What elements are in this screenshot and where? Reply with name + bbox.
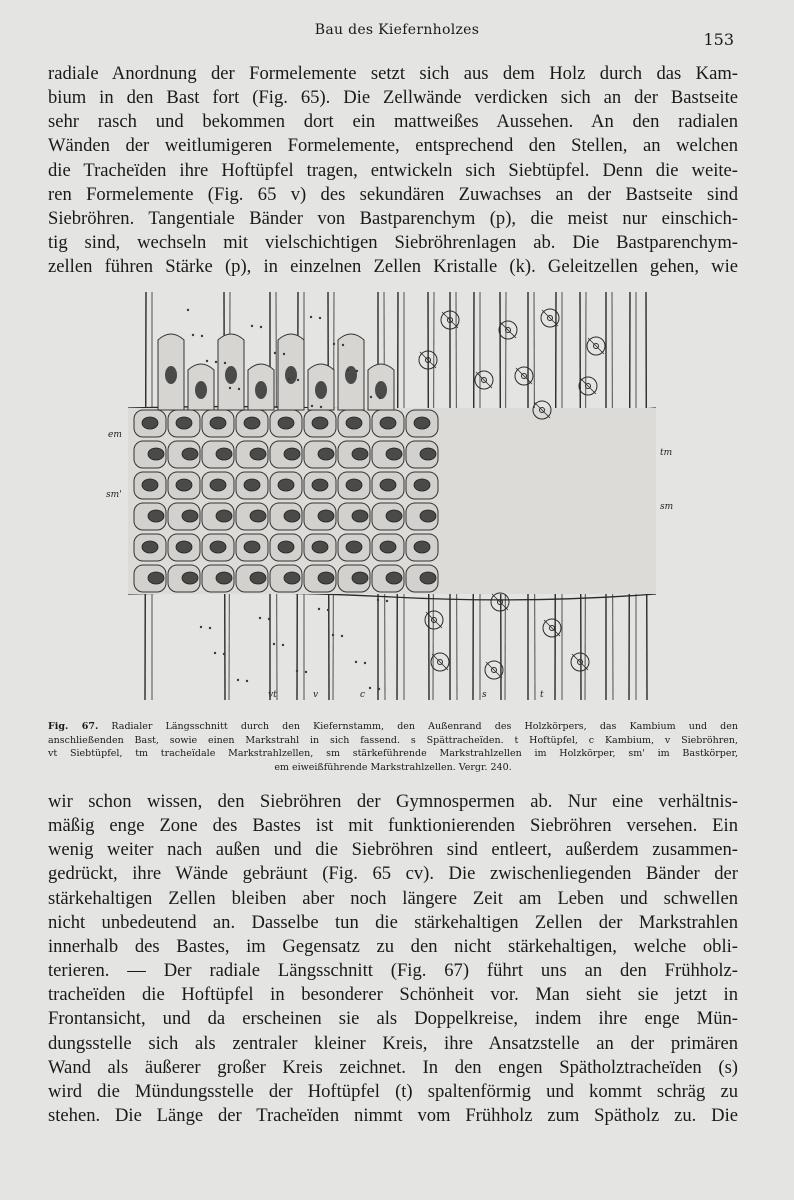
micrograph-drawing <box>128 290 656 702</box>
figure-67-illustration <box>106 290 674 702</box>
text-line: die Tracheïden ihre Hoftüpfel tragen, entwickeln sich Siebtüpfel. Denn die weite- <box>48 159 738 181</box>
text-line: Wänden der weitlumigeren Formelemente, entsprechend den Stellen, an welchen <box>48 135 738 157</box>
text-line: tracheïden die Hoftüpfel in besonderer Schönheit vor. Man sieht sie jetzt in <box>48 984 738 1006</box>
text-line: nicht unbedeutend an. Dasselbe tun die stärkehaltigen Zellen der Markstrahlen <box>48 911 738 933</box>
caption-line <box>48 720 738 734</box>
caption-line: anschließenden Bast, sowie einen Markstrahl in sich fassend. s Spättracheïden. t Hoftüpfel, c Kambium, v Siebröhren, <box>48 734 738 746</box>
running-header: Bau des Kiefernholzes <box>314 22 480 38</box>
text-line: terieren. — Der radiale Längsschnitt (Fig. 67) führt uns an den Frühholz- <box>48 960 738 982</box>
label-vt: vt <box>268 690 277 700</box>
text-line: tig sind, wechseln mit vielschichtigen Siebröhrenlagen ab. Die Bastparenchym- <box>48 232 738 254</box>
label-sm-prime: sm' <box>106 490 122 500</box>
label-em: em <box>108 430 122 440</box>
text-line: ren Formelemente (Fig. 65 v) des sekundären Zuwachses an der Bastseite sind <box>48 183 738 205</box>
text-line: Wand als äußerer großer Kreis zeichnet. In den engen Spätholztracheïden (s) <box>48 1056 738 1078</box>
text-line: radiale Anordnung der Formelemente setzt sich aus dem Holz durch das Kam- <box>48 63 738 84</box>
page-number: 153 <box>703 30 734 49</box>
label-t: t <box>540 690 544 700</box>
label-tm: tm <box>660 448 673 458</box>
caption-text: Radialer Längsschnitt durch den Kiefernstamm, den Außenrand des Holzkörpers, das Kambium und den <box>111 721 738 732</box>
text-line: mäßig enge Zone des Bastes ist mit funktionierenden Siebröhren versehen. Ein <box>48 815 738 837</box>
caption-line: vt Siebtüpfel, tm tracheïdale Markstrahlzellen, sm stärkeführende Markstrahlzellen im Holzkörper, sm' im Bastkörper, <box>48 748 738 759</box>
text-line: stehen. Die Länge der Tracheïden nimmt vom Frühholz zum Spätholz zu. Die <box>48 1105 738 1127</box>
paragraph-top <box>48 62 738 279</box>
caption-line: em eiweißführende Markstrahlzellen. Vergr. 240. <box>274 761 512 773</box>
text-line: wird die Mündungsstelle der Hoftüpfel (t) spaltenförmig und kommt schräg zu <box>48 1080 738 1102</box>
text-line: Siebröhren. Tangentiale Bänder von Bastparenchym (p), die meist nur einschich- <box>48 207 738 229</box>
text-line: gedrückt, ihre Wände gebräunt (Fig. 65 cv). Die zwischenliegenden Bänder der <box>48 863 738 885</box>
text-line: stärkehaltigen Zellen bleiben aber noch längere Zeit am Leben und schwellen <box>48 887 738 909</box>
label-v: v <box>313 690 319 700</box>
text-line: innerhalb des Bastes, im Gegensatz zu den nicht stärkehaltigen, welche obli- <box>48 935 738 957</box>
label-s: s <box>482 690 487 700</box>
label-c: c <box>360 690 366 700</box>
text-line: wir schon wissen, den Siebröhren der Gymnospermen ab. Nur eine verhältnis- <box>48 791 738 812</box>
text-line: dungsstelle sich als zentraler kleiner Kreis, ihre Ansatzstelle an der primären <box>48 1032 738 1054</box>
text-line: sehr rasch und bekommen dort ein mattweißes Aussehen. An den radialen <box>48 111 738 133</box>
text-line: wenig weiter nach außen und die Siebröhren sind entleert, außerdem zusammen- <box>48 839 738 861</box>
text-line: zellen führen Stärke (p), in einzelnen Zellen Kristalle (k). Geleitzellen gehen, wie <box>48 256 738 278</box>
figure-caption <box>48 720 738 774</box>
figure-number: Fig. 67. <box>48 721 99 732</box>
label-sm: sm <box>660 502 674 512</box>
text-line: bium in den Bast fort (Fig. 65). Die Zellwände verdicken sich an der Bastseite <box>48 87 738 109</box>
text-line: Frontansicht, und da erscheinen sie als Doppelkreise, indem ihre enge Mün- <box>48 1008 738 1030</box>
paragraph-bottom <box>48 790 738 1128</box>
